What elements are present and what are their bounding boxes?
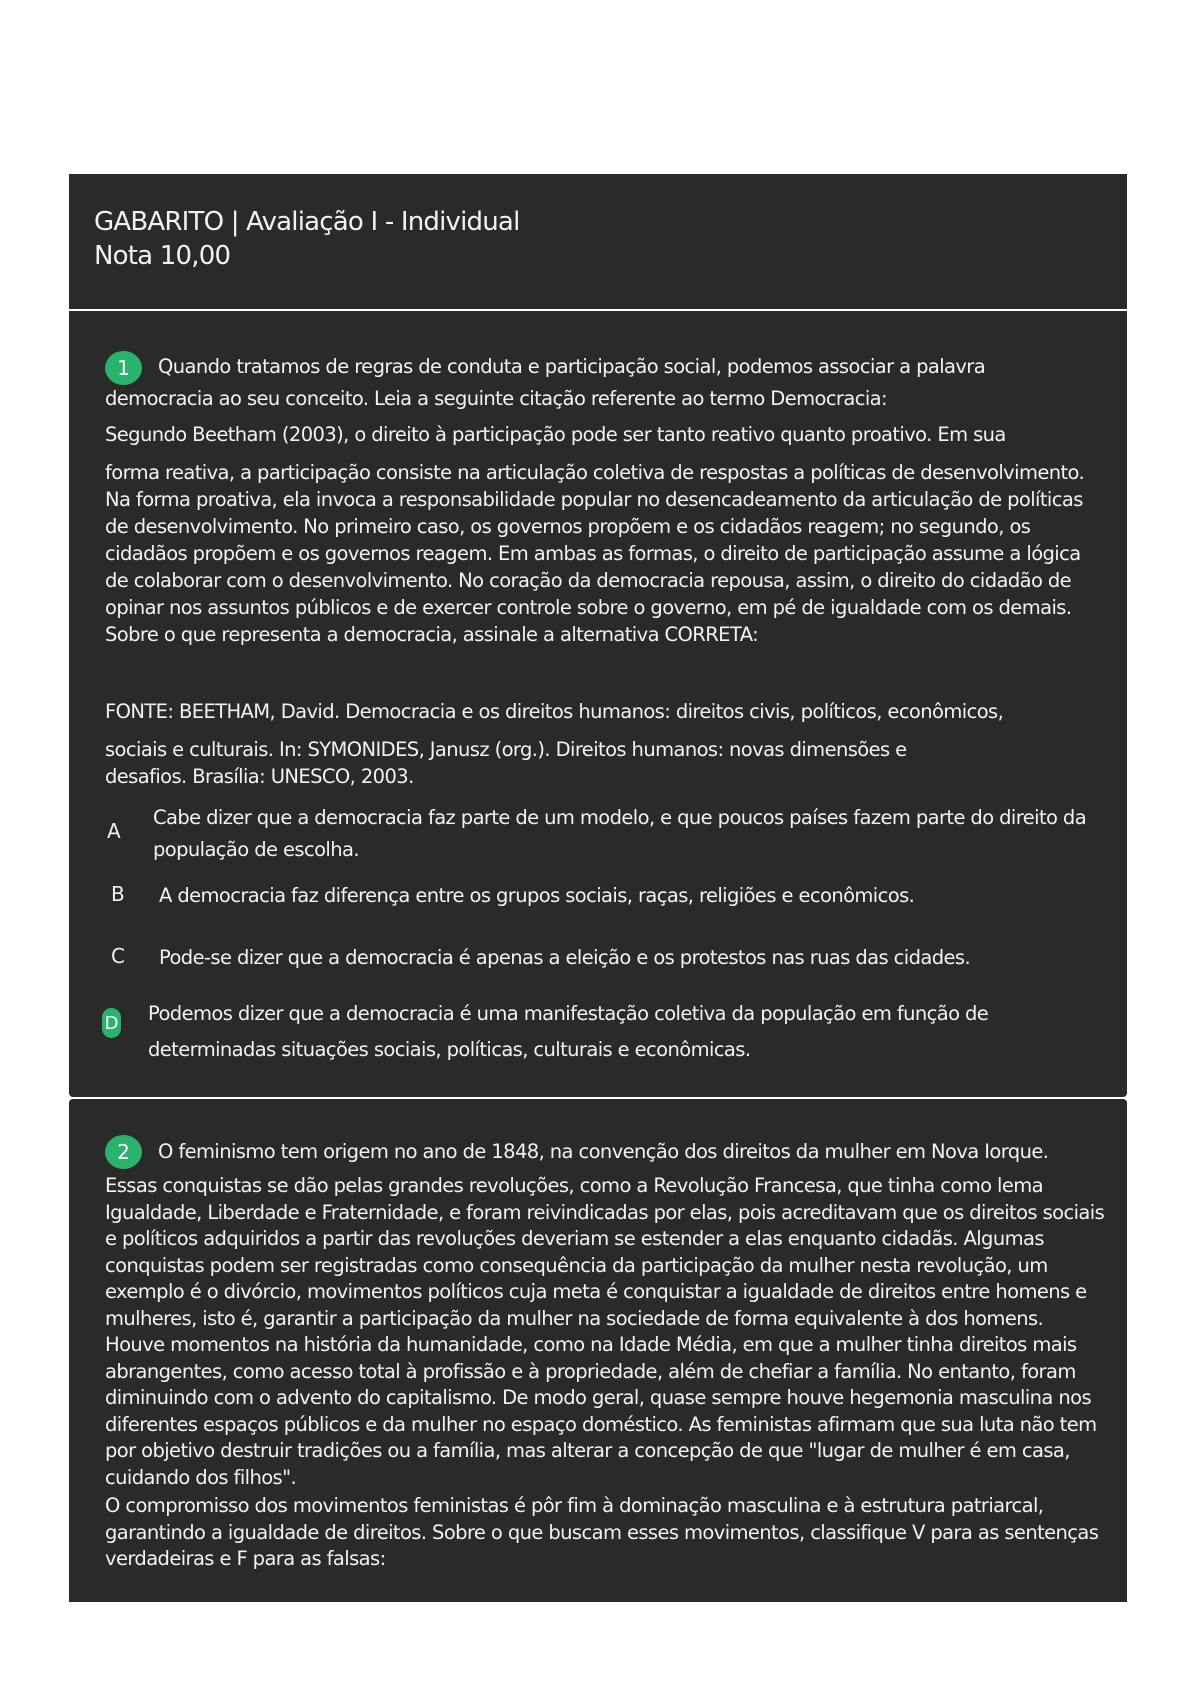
question-body: Essas conquistas se dão pelas grandes revoluções, como a Revolução Francesa, que tinha como lema Igualdade, Liberdade e Fraternidade, e foram reivindicadas por elas, pois acreditavam que os direitos sociais e políticos adquiridos a partir das revoluções deveriam se estender a elas enquanto cidadãs. Algumas conquistas podem ser registradas como consequência da participação da mulher nesta revolução, um exemplo é o divórcio, movimentos políticos cuja meta é conquistar a igualdade de direitos entre homens e mulheres, isto é, garantir a participação da mulher na sociedade de forma equivalente à dos homens. Houve momentos na história da humanidade, como na Idade Média, em que a mulher tinha direitos mais abrangentes, como acesso total à profissão e à propriedade, além de chefiar a família. No entanto, foram diminuindo com o advento do capitalismo. De modo geral, quase sempre houve hegemonia masculina nos diferentes espaços públicos e da mulher no espaço doméstico. As feministas afirmam que sua luta não tem por objetivo destruir tradições ou a família, mas alterar a concepção de que "lugar de mulher é em casa, cuidando dos filhos". [105, 1174, 1105, 1489]
question-intro-continued: democracia ao seu conceito. Leia a seguinte citação referente ao termo Democracia: [105, 387, 887, 410]
option-letter: B [111, 882, 125, 906]
question-number-badge: 2 [105, 1135, 142, 1169]
option-text: Pode-se dizer que a democracia é apenas a eleição e os protestos nas ruas das cidades. [159, 946, 971, 969]
citation-first-line: Segundo Beetham (2003), o direito à participação pode ser tanto reativo quanto proativo. Em sua [105, 423, 1006, 446]
question-intro: O feminismo tem origem no ano de 1848, na convenção dos direitos da mulher em Nova Iorque. [158, 1140, 1049, 1163]
option-letter: C [111, 944, 125, 968]
grade-label: Nota 10,00 [94, 241, 231, 271]
source-body: sociais e culturais. In: SYMONIDES, Janusz (org.). Direitos humanos: novas dimensões e desafios. Brasília: UNESCO, 2003. [105, 738, 907, 788]
option-d-selected[interactable] [99, 996, 1109, 1066]
question-1-panel [69, 311, 1127, 1097]
question-body-continued: O compromisso dos movimentos feministas é pôr fim à dominação masculina e à estrutura patriarcal, garantindo a igualdade de direitos. Sobre o que buscam esses movimentos, classifique V para as sentenças verdadeiras e F para as falsas: [105, 1494, 1099, 1570]
option-letter: A [107, 819, 121, 843]
option-text: Cabe dizer que a democracia faz parte de um modelo, e que poucos países fazem parte do direito da população de escolha. [153, 806, 1087, 861]
question-number-badge: 1 [105, 351, 142, 385]
option-a[interactable] [99, 802, 1109, 862]
option-b[interactable] [99, 878, 1109, 914]
page-title: GABARITO | Avaliação I - Individual [94, 207, 520, 237]
option-letter-selected: D [102, 1008, 121, 1038]
header-panel [69, 174, 1127, 309]
source-first-line: FONTE: BEETHAM, David. Democracia e os direitos humanos: direitos civis, políticos, econômicos, [105, 700, 1004, 723]
question-intro: Quando tratamos de regras de conduta e participação social, podemos associar a palavra [158, 355, 986, 378]
option-text: Podemos dizer que a democracia é uma manifestação coletiva da população em função de determinadas situações sociais, políticas, culturais e econômicas. [148, 1002, 989, 1061]
option-c[interactable] [99, 940, 1109, 976]
option-text: A democracia faz diferença entre os grupos sociais, raças, religiões e econômicos. [159, 884, 915, 907]
question-2-panel [69, 1099, 1127, 1602]
citation-body: forma reativa, a participação consiste na articulação coletiva de respostas a políticas de desenvolvimento. Na forma proativa, ela invoca a responsabilidade popular no desencadeamento da articulação de políticas de desenvolvimento. No primeiro caso, os governos propõem e os cidadãos reagem; no segundo, os cidadãos propõem e os governos reagem. Em ambas as formas, o direito de participação assume a lógica de colaborar com o desenvolvimento. No coração da democracia repousa, assim, o direito do cidadão de opinar nos assuntos públicos e de exercer controle sobre o governo, em pé de igualdade com os demais. Sobre o que representa a democracia, assinale a alternativa CORRETA: [105, 461, 1085, 646]
